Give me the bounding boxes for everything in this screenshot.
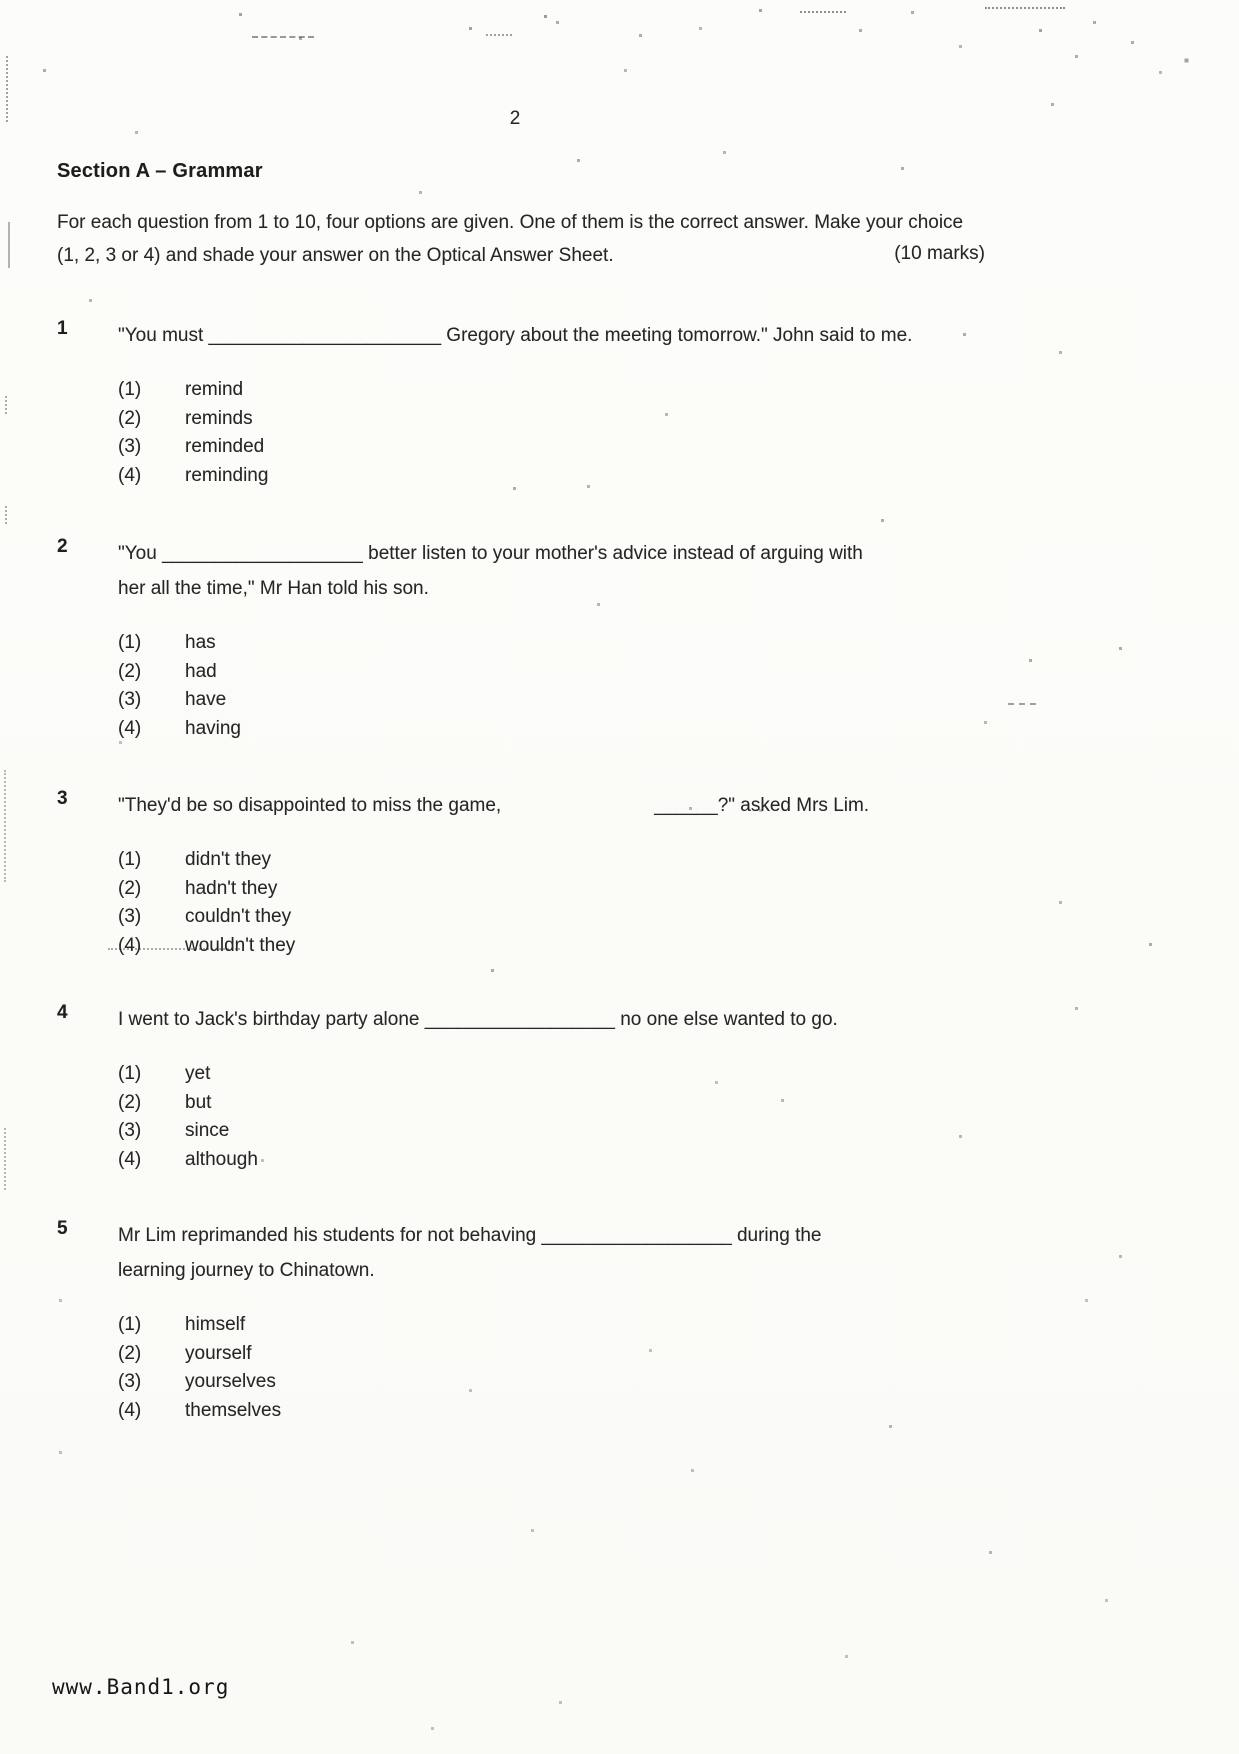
- option: [118, 715, 997, 744]
- option-text: hadn't they: [185, 877, 278, 899]
- options-list: [118, 1060, 997, 1174]
- option-number: (1): [118, 379, 142, 400]
- option: [118, 875, 997, 904]
- marks-label: (10 marks): [894, 243, 985, 264]
- question-2: [57, 536, 997, 743]
- option: [118, 376, 997, 405]
- option-number: (4): [118, 934, 142, 956]
- option-number: (1): [118, 632, 142, 653]
- option-text: although: [185, 1148, 258, 1170]
- option-text: himself: [185, 1314, 246, 1335]
- scan-artifact: [8, 222, 10, 268]
- scan-artifact: [800, 11, 846, 13]
- instructions-text: For each question from 1 to 10, four options are given. One of them is the correct answer. Make your choice (1, 2, 3 or 4) and shade your answer on the Optical Answer Sheet.: [57, 212, 964, 266]
- scan-artifact: [486, 34, 512, 36]
- option-text: reminds: [185, 407, 253, 429]
- option-number: (3): [118, 906, 142, 927]
- footer-url: www.Band1.org: [52, 1675, 230, 1699]
- question-number: 5: [57, 1218, 68, 1239]
- option: [118, 1146, 997, 1175]
- option: [118, 1368, 997, 1397]
- scan-noise-dots: [0, 0, 1, 1]
- page-number: 2: [509, 108, 521, 129]
- scan-artifact: [5, 506, 7, 524]
- option-number: (2): [118, 877, 142, 899]
- option-number: (2): [118, 407, 142, 429]
- option-text: couldn't they: [185, 906, 292, 927]
- option-text: themselves: [185, 1399, 282, 1421]
- instructions: [57, 206, 985, 272]
- question-number: 1: [57, 318, 68, 339]
- option: [118, 846, 997, 875]
- option: [118, 658, 997, 687]
- question-1: [57, 318, 997, 490]
- question-number: 2: [57, 536, 68, 557]
- question-5: [57, 1218, 997, 1425]
- option-text: remind: [185, 379, 244, 400]
- question-text: "They'd be so disappointed to miss the game, ______?" asked Mrs Lim.: [118, 795, 870, 816]
- options-list: [118, 629, 997, 743]
- question-text-line1: Mr Lim reprimanded his students for not behaving __________________ during the: [118, 1225, 822, 1246]
- option-text: but: [185, 1091, 212, 1113]
- option-text: wouldn't they: [185, 934, 296, 956]
- option: [118, 686, 997, 715]
- option-text: had: [185, 660, 217, 682]
- option-number: (2): [118, 1091, 142, 1113]
- question-text: "You must ______________________ Gregory about the meeting tomorrow." John said to me.: [118, 325, 913, 346]
- option: [118, 629, 997, 658]
- question-text-line2: learning journey to Chinatown.: [118, 1260, 375, 1281]
- option-number: (4): [118, 1399, 142, 1421]
- option: [118, 1397, 997, 1426]
- option-number: (3): [118, 689, 142, 710]
- option: [118, 1311, 997, 1340]
- option: [118, 932, 997, 961]
- option-text: having: [185, 717, 241, 739]
- option-text: since: [185, 1120, 230, 1141]
- question-text: I went to Jack's birthday party alone __________________ no one else wanted to go.: [118, 1009, 838, 1030]
- option: [118, 433, 997, 462]
- option: [118, 903, 997, 932]
- question-3: [57, 788, 997, 960]
- option-number: (3): [118, 1371, 142, 1392]
- option: [118, 1060, 997, 1089]
- question-text-line1: "You ___________________ better listen to your mother's advice instead of arguing with: [118, 543, 863, 564]
- option-number: (1): [118, 1063, 142, 1084]
- option-number: (2): [118, 660, 142, 682]
- options-list: [118, 1311, 997, 1425]
- option-number: (3): [118, 1120, 142, 1141]
- option-text: yourselves: [185, 1371, 276, 1392]
- option-text: reminded: [185, 436, 265, 457]
- scan-artifact: [985, 7, 1065, 9]
- scan-artifact: [4, 1128, 6, 1190]
- option: [118, 1340, 997, 1369]
- option-number: (1): [118, 849, 142, 870]
- options-list: [118, 376, 997, 490]
- option: [118, 405, 997, 434]
- scan-artifact: [1008, 703, 1036, 705]
- option-number: (4): [118, 464, 142, 486]
- option-text: reminding: [185, 464, 269, 486]
- question-text: [118, 536, 997, 606]
- options-list: [118, 846, 997, 960]
- question-text: [118, 1218, 997, 1288]
- section-heading: Section A – Grammar: [57, 160, 263, 182]
- option: [118, 1089, 997, 1118]
- option-number: (3): [118, 436, 142, 457]
- question-4: [57, 1002, 997, 1174]
- option-number: (4): [118, 717, 142, 739]
- option-text: have: [185, 689, 227, 710]
- option-text: didn't they: [185, 849, 272, 870]
- option-text: yourself: [185, 1342, 252, 1364]
- question-number: 4: [57, 1002, 68, 1023]
- option-text: yet: [185, 1063, 211, 1084]
- scan-artifact: [4, 770, 6, 882]
- question-number: 3: [57, 788, 68, 809]
- scan-artifact: [252, 36, 314, 38]
- option-number: (1): [118, 1314, 142, 1335]
- option: [118, 462, 997, 491]
- question-text-line2: her all the time," Mr Han told his son.: [118, 578, 429, 599]
- option-number: (2): [118, 1342, 142, 1364]
- option-number: (4): [118, 1148, 142, 1170]
- option-text: has: [185, 632, 216, 653]
- option: [118, 1117, 997, 1146]
- scan-artifact: [5, 396, 7, 414]
